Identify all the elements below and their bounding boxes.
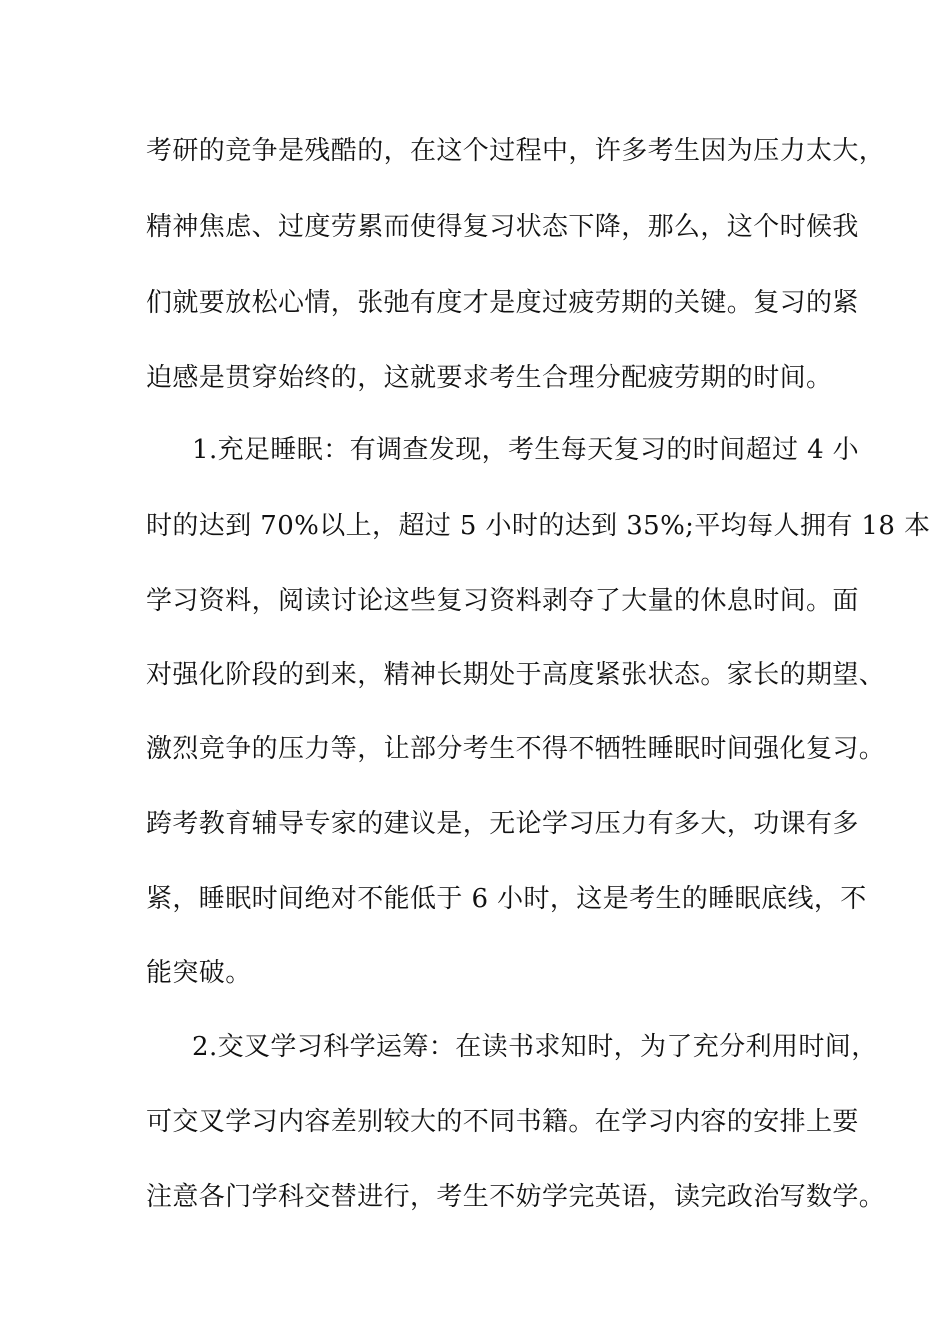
text-line: 迫感是贯穿始终的，这就要求考生合理分配疲劳期的时间。 xyxy=(146,363,833,393)
text-line: 2.交叉学习科学运筹：在读书求知时，为了充分利用时间， xyxy=(192,1032,878,1062)
text-line: 注意各门学科交替进行，考生不妨学完英语，读完政治写数学。 xyxy=(146,1182,886,1212)
text-line: 可交叉学习内容差别较大的不同书籍。在学习内容的安排上要 xyxy=(146,1107,859,1137)
text-line: 紧，睡眠时间绝对不能低于 6 小时，这是考生的睡眠底线，不 xyxy=(146,884,867,914)
text-line: 1.充足睡眠：有调查发现，考生每天复习的时间超过 4 小 xyxy=(192,435,860,465)
text-line: 对强化阶段的到来，精神长期处于高度紧张状态。家长的期望、 xyxy=(146,660,886,690)
text-line: 激烈竞争的压力等，让部分考生不得不牺牲睡眠时间强化复习。 xyxy=(146,734,886,764)
text-line: 精神焦虑、过度劳累而使得复习状态下降，那么，这个时候我 xyxy=(146,212,859,242)
text-line: 学习资料，阅读讨论这些复习资料剥夺了大量的休息时间。面 xyxy=(146,586,859,616)
text-line: 时的达到 70%以上，超过 5 小时的达到 35%;平均每人拥有 18 本 xyxy=(146,511,931,541)
text-line: 考研的竞争是残酷的，在这个过程中，许多考生因为压力太大， xyxy=(146,136,886,166)
text-line: 跨考教育辅导专家的建议是，无论学习压力有多大，功课有多 xyxy=(146,809,859,839)
text-line: 们就要放松心情，张弛有度才是度过疲劳期的关键。复习的紧 xyxy=(146,288,859,318)
text-line: 能突破。 xyxy=(146,958,252,988)
